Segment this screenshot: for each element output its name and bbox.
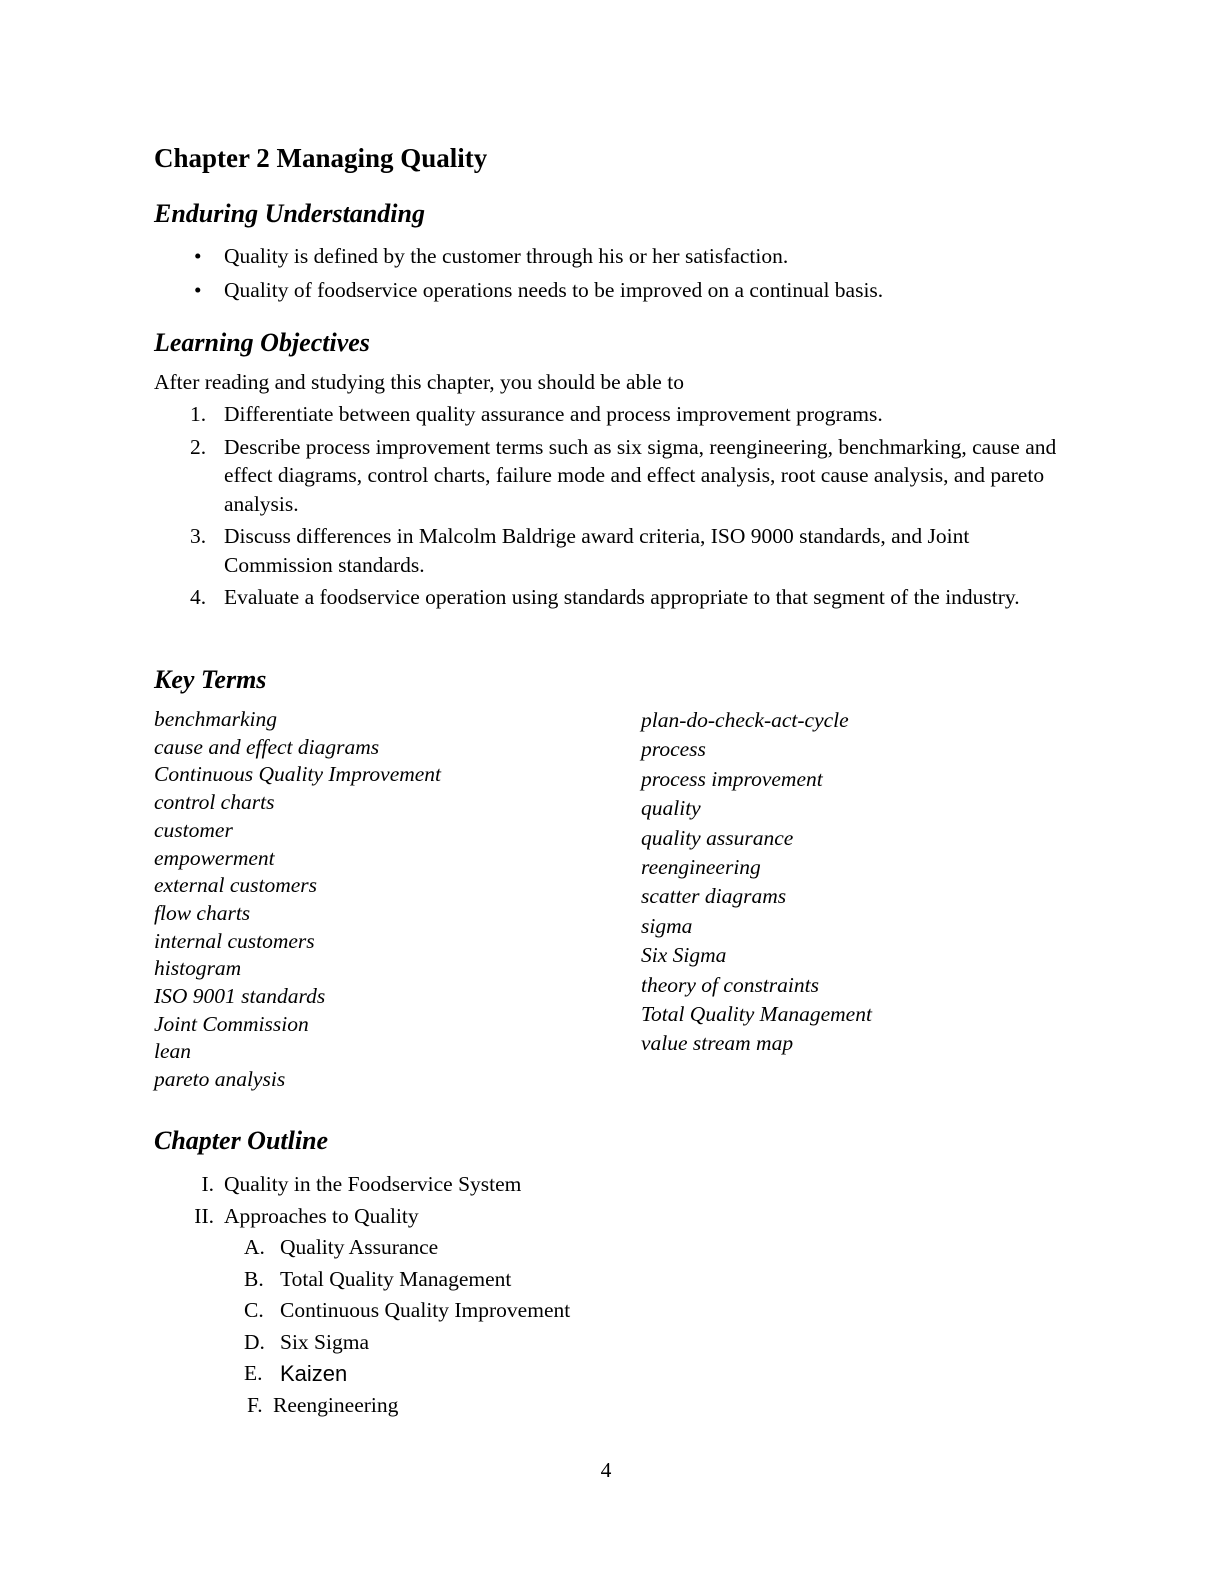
key-term: process improvement — [641, 766, 823, 791]
key-terms-right-column — [641, 706, 872, 1059]
list-item — [190, 276, 883, 310]
outline-item — [170, 1201, 570, 1422]
key-term: scatter diagrams — [641, 884, 787, 909]
outline-subitem-text: Continuous Quality Improvement — [280, 1298, 571, 1322]
key-term: reengineering — [641, 855, 761, 880]
key-term: customer — [154, 817, 233, 842]
key-term: pareto analysis — [154, 1067, 286, 1092]
outline-subitem-text: Total Quality Management — [280, 1266, 512, 1291]
key-term: empowerment — [154, 845, 275, 870]
item-text: Differentiate between quality assurance and process improvement programs. — [224, 402, 883, 426]
list-item — [180, 433, 1070, 519]
item-text: Describe process improvement terms such as six sigma, reengineering, benchmarking, cause and effect diagrams, control charts, failure mode and effect analysis, root cause analysis, and pareto analysis. — [224, 434, 1057, 516]
outline-subitem — [224, 1327, 570, 1359]
key-term: control charts — [154, 790, 275, 815]
outline-subitem — [224, 1295, 570, 1327]
outline-text: Quality in the Foodservice System — [224, 1172, 522, 1196]
key-term: external customers — [154, 873, 318, 898]
chapter-outline-list — [170, 1169, 570, 1421]
outline-subitem-text: Reengineering — [273, 1392, 399, 1417]
outline-subitem — [224, 1390, 570, 1422]
outline-subitem-text: Kaizen — [280, 1361, 348, 1386]
key-term: ISO 9001 standards — [154, 984, 326, 1009]
list-item — [180, 400, 1070, 429]
outline-sublist — [224, 1232, 570, 1421]
bullet-text: Quality of foodservice operations needs to be improved on a continual basis. — [224, 278, 884, 302]
key-term: quality assurance — [641, 825, 794, 850]
outline-subitem-text: Six Sigma — [280, 1329, 370, 1354]
outline-letter: B. — [244, 1266, 264, 1291]
item-number: 4. — [190, 585, 207, 609]
item-text: Evaluate a foodservice operation using standards appropriate to that segment of the industry. — [224, 585, 1020, 609]
bullet-icon: • — [194, 244, 202, 268]
learning-objectives-list — [180, 400, 1070, 616]
key-term: Continuous Quality Improvement — [154, 762, 442, 787]
outline-subitem — [224, 1264, 570, 1296]
key-term: flow charts — [154, 900, 251, 925]
outline-letter: E. — [244, 1361, 263, 1385]
outline-number: I. — [201, 1172, 214, 1196]
bullet-text: Quality is defined by the customer through his or her satisfaction. — [224, 244, 789, 268]
outline-letter: D. — [244, 1329, 265, 1354]
outline-text: Approaches to Quality — [224, 1203, 419, 1228]
key-term: sigma — [641, 913, 693, 938]
key-term: process — [641, 737, 706, 762]
outline-subitem-text: Quality Assurance — [280, 1235, 439, 1259]
chapter-title: Chapter 2 Managing Quality — [154, 143, 488, 173]
list-item — [180, 583, 1070, 612]
learning-objectives-heading: Learning Objectives — [154, 328, 370, 357]
bullet-icon: • — [194, 278, 202, 302]
item-text: Discuss differences in Malcolm Baldrige award criteria, ISO 9000 standards, and Joint Commission standards. — [224, 524, 970, 577]
item-number: 1. — [190, 402, 207, 426]
list-item — [190, 242, 883, 276]
outline-item — [170, 1169, 570, 1201]
outline-letter: A. — [244, 1235, 265, 1259]
enduring-understanding-heading: Enduring Understanding — [154, 199, 425, 228]
outline-subitem — [224, 1232, 570, 1264]
key-term: Joint Commission — [154, 1011, 309, 1036]
key-term: cause and effect diagrams — [154, 734, 380, 759]
outline-letter: C. — [244, 1298, 264, 1322]
list-item — [180, 522, 1070, 579]
learning-objectives-intro: After reading and studying this chapter, you should be able to — [154, 370, 684, 394]
key-term: quality — [641, 796, 701, 821]
outline-letter: F. — [247, 1392, 263, 1417]
item-number: 2. — [190, 434, 207, 459]
item-number: 3. — [190, 524, 207, 548]
key-term: Total Quality Management — [641, 1002, 872, 1027]
outline-subitem — [224, 1358, 570, 1390]
enduring-understanding-list — [190, 242, 883, 310]
key-term: Six Sigma — [641, 943, 727, 968]
key-term: value stream map — [641, 1031, 794, 1056]
key-terms-heading: Key Terms — [154, 665, 267, 694]
key-term: theory of constraints — [641, 972, 819, 997]
key-term: plan-do-check-act-cycle — [641, 708, 849, 732]
key-term: internal customers — [154, 928, 315, 953]
key-term: benchmarking — [154, 707, 277, 731]
chapter-outline-heading: Chapter Outline — [154, 1126, 329, 1155]
key-term: histogram — [154, 956, 242, 981]
page-number: 4 — [600, 1458, 612, 1482]
key-term: lean — [154, 1039, 192, 1064]
outline-number: II. — [194, 1203, 214, 1228]
key-terms-left-column — [154, 706, 441, 1094]
